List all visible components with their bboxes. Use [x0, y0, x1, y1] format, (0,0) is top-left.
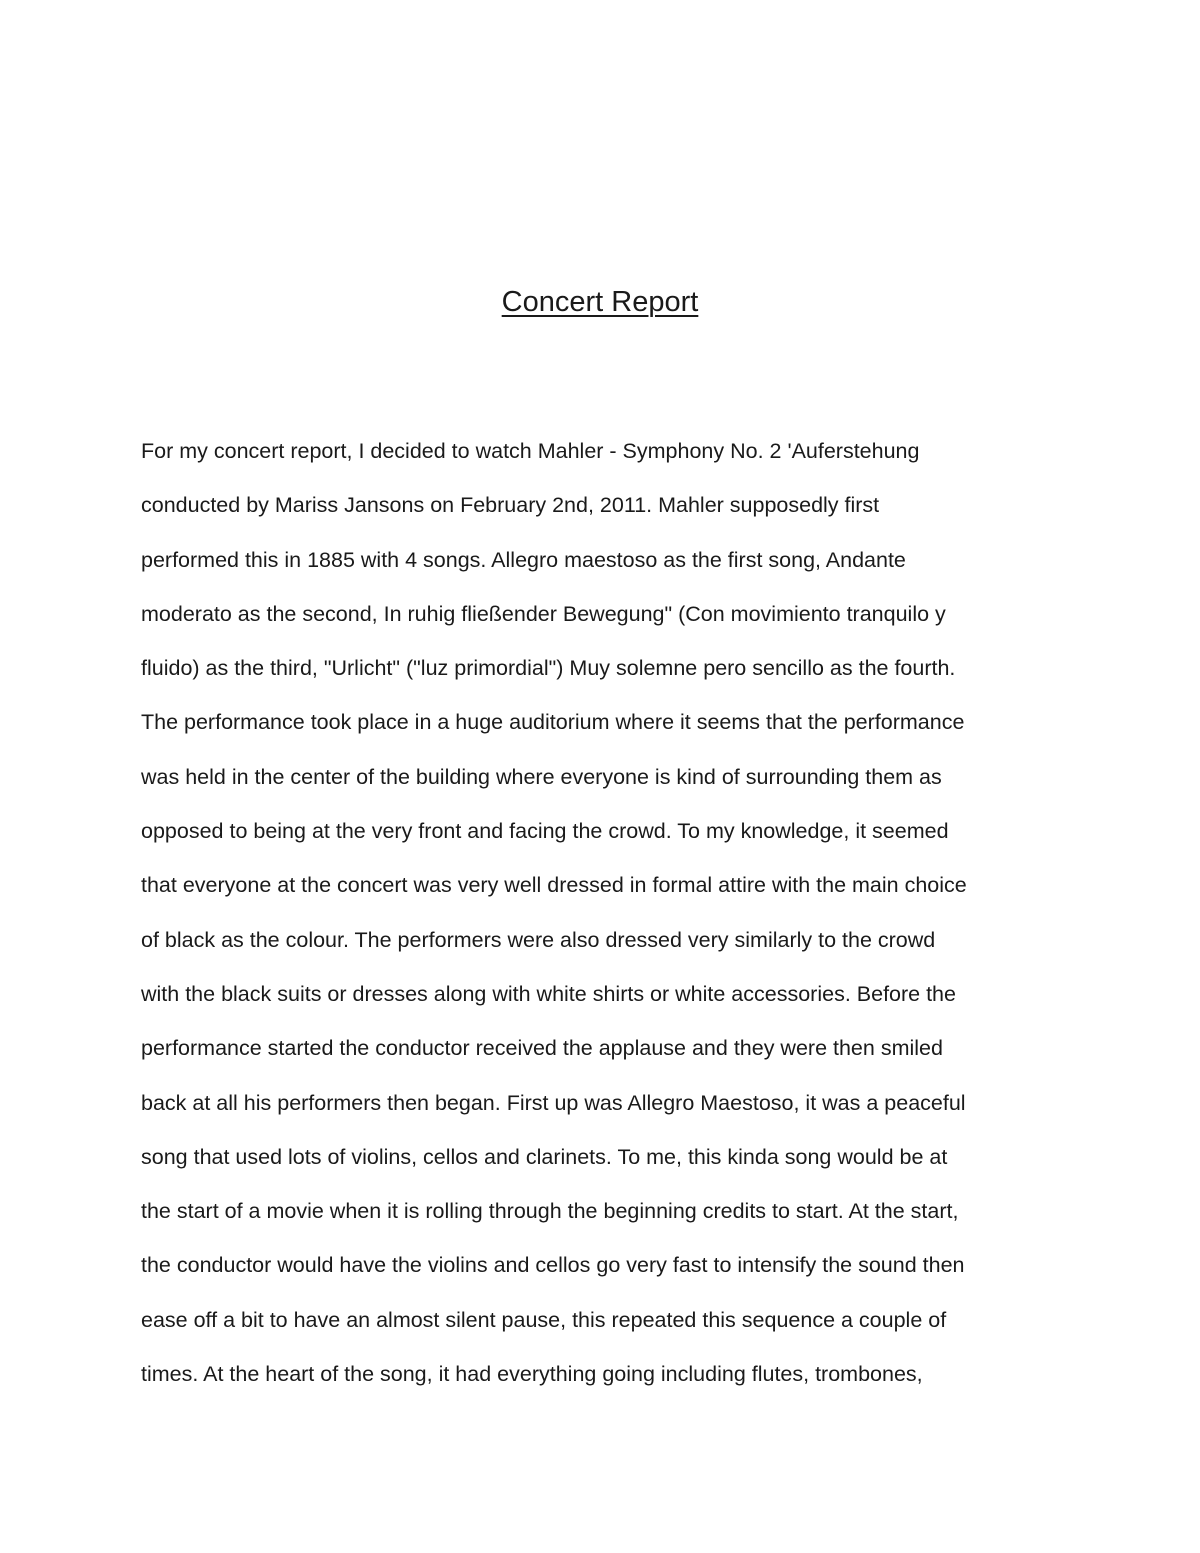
paragraph-line: opposed to being at the very front and facing the crowd. To my knowledge, it seemed [141, 819, 949, 844]
page-title [0, 284, 1200, 320]
paragraph-line: of black as the colour. The performers were also dressed very similarly to the crowd [141, 927, 936, 952]
paragraph-line: fluido) as the third, "Urlicht" ("luz primordial") Muy solemne pero sencillo as the fourth. [141, 656, 956, 681]
paragraph-line: conducted by Mariss Jansons on February 2nd, 2011. Mahler supposedly first [141, 493, 880, 518]
paragraph-line: the start of a movie when it is rolling through the beginning credits to start. At the start, [141, 1199, 959, 1224]
page-title-text: Concert Report [501, 286, 699, 318]
paragraph-line: performance started the conductor received the applause and they were then smiled [141, 1036, 943, 1061]
paragraph-line: back at all his performers then began. First up was Allegro Maestoso, it was a peaceful [141, 1090, 966, 1115]
paragraph-line: ease off a bit to have an almost silent pause, this repeated this sequence a couple of [141, 1307, 947, 1332]
paragraph-line: was held in the center of the building where everyone is kind of surrounding them as [141, 764, 942, 789]
paragraph-line: the conductor would have the violins and cellos go very fast to intensify the sound then [141, 1253, 965, 1278]
paragraph-line: song that used lots of violins, cellos and clarinets. To me, this kinda song would be at [141, 1144, 948, 1169]
paragraph-line: moderato as the second, In ruhig fließender Bewegung" (Con movimiento tranquilo y [141, 601, 946, 626]
paragraph-line: For my concert report, I decided to watch Mahler - Symphony No. 2 'Auferstehung [141, 439, 920, 463]
paragraph-line: The performance took place in a huge auditorium where it seems that the performance [141, 710, 965, 735]
paragraph-line: times. At the heart of the song, it had everything going including flutes, trombones, [141, 1362, 923, 1387]
paragraph-line: with the black suits or dresses along with white shirts or white accessories. Before the [141, 981, 956, 1006]
paragraph-line: performed this in 1885 with 4 songs. Allegro maestoso as the first song, Andante [141, 547, 906, 572]
body-paragraph [141, 424, 1061, 1401]
paragraph-line: that everyone at the concert was very well dressed in formal attire with the main choice [141, 873, 967, 898]
